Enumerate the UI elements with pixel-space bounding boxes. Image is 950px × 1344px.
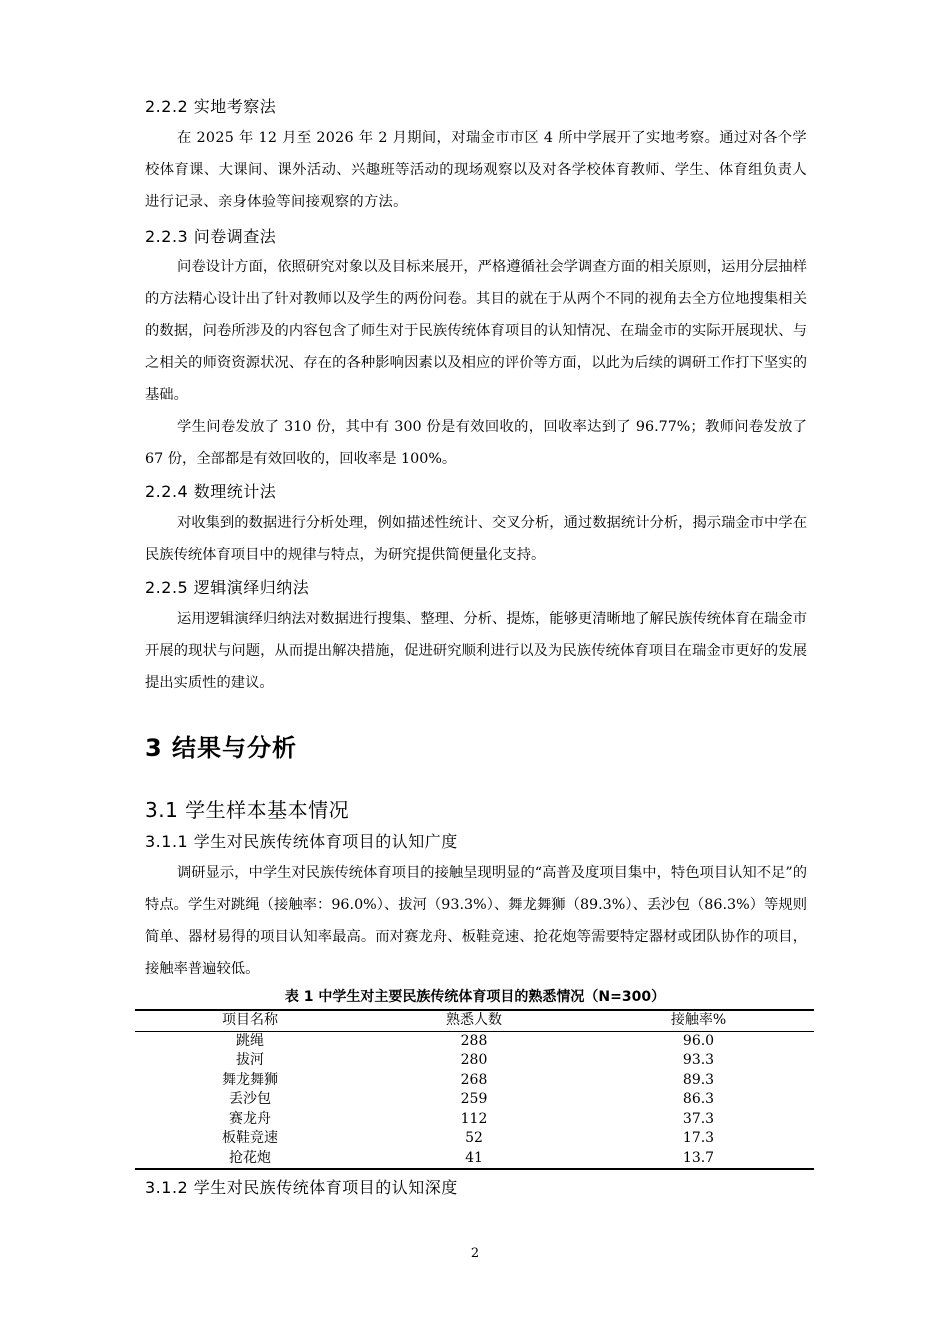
table-row	[135, 1090, 814, 1110]
column-header-rate: 接触率%	[670, 1012, 727, 1028]
cell-count: 41	[465, 1149, 483, 1166]
column-header-count: 熟悉人数	[446, 1012, 502, 1028]
table-row	[135, 1051, 814, 1071]
table-row	[135, 1129, 814, 1149]
cell-count: 268	[460, 1071, 488, 1088]
table-row	[135, 1071, 814, 1091]
cell-rate: 37.3	[682, 1110, 715, 1127]
paragraph-questionnaire-design: 问卷设计方面，依照研究对象以及目标来展开，严格遵循社会学调查方面的相关原则，运用分层抽样的方法精心设计出了针对教师以及学生的两份问卷。其目的就在于从两个不同的视角去全方位地搜集相关的数据，问卷所涉及的内容包含了师生对于民族传统体育项目的认知情况、在瑞金市的实际开展现状、与之相关的师资资源状况、存在的各种影响因素以及相应的评价等方面，以此为后续的调研工作打下坚实的基础。	[145, 259, 807, 403]
cell-count: 52	[465, 1130, 483, 1146]
paragraph-awareness-breadth: 调研显示，中学生对民族传统体育项目的接触呈现明显的“高普及度项目集中，特色项目认知不足”的特点。学生对跳绳（接触率：96.0%）、拔河（93.3%）、舞龙舞狮（89.3%）、丢沙包（86.3%）等规则简单、器材易得的项目认知率最高。而对赛龙舟、板鞋竞速、抢花炮等需要特定器材或团队协作的项目，接触率普遍较低。	[145, 865, 807, 977]
cell-project: 丢沙包	[229, 1091, 271, 1107]
column-header-project: 项目名称	[222, 1012, 278, 1028]
heading-2-2-5: 2.2.5 逻辑演绎归纳法	[145, 578, 310, 597]
cell-count: 280	[460, 1052, 488, 1068]
cell-project: 抢花炮	[229, 1149, 271, 1166]
cell-rate: 93.3	[682, 1052, 715, 1068]
cell-count: 112	[460, 1110, 488, 1127]
table-header-row	[135, 1010, 814, 1031]
paragraph-logic-method: 运用逻辑演绎归纳法对数据进行搜集、整理、分析、提炼，能够更清晰地了解民族传统体育在瑞金市开展的现状与问题，从而提出解决措施，促进研究顺利进行以及为民族传统体育项目在瑞金市更好的发展提出实质性的建议。	[145, 611, 807, 691]
paragraph-statistics-method: 对收集到的数据进行分析处理，例如描述性统计、交叉分析，通过数据统计分析，揭示瑞金市中学在民族传统体育项目中的规律与特点，为研究提供简便量化支持。	[145, 515, 807, 563]
heading-2-2-2: 2.2.2 实地考察法	[145, 97, 277, 116]
table-row	[135, 1149, 814, 1170]
cell-project: 舞龙舞狮	[222, 1071, 278, 1088]
cell-project: 赛龙舟	[229, 1110, 271, 1127]
page-number: 2	[470, 1246, 480, 1261]
table-row	[135, 1031, 814, 1051]
cell-rate: 17.3	[682, 1130, 715, 1146]
paragraph-field-survey: 在 2025 年 12 月至 2026 年 2 月期间，对瑞金市市区 4 所中学展开了实地考察。通过对各个学校体育课、大课间、课外活动、兴趣班等活动的现场观察以及对各学校体育教师、学生、体育组负责人进行记录、亲身体验等间接观察的方法。	[145, 130, 807, 210]
cell-project: 板鞋竞速	[222, 1130, 278, 1146]
cell-project: 跳绳	[236, 1032, 264, 1049]
heading-2-2-4: 2.2.4 数理统计法	[145, 482, 277, 501]
table-caption: 表 1 中学生对主要民族传统体育项目的熟悉情况（N=300）	[284, 989, 666, 1005]
cell-project: 拔河	[236, 1052, 264, 1068]
cell-rate: 13.7	[682, 1149, 715, 1166]
cell-rate: 96.0	[682, 1032, 715, 1049]
cell-count: 259	[460, 1091, 488, 1107]
heading-3-1-1: 3.1.1 学生对民族传统体育项目的认知广度	[145, 832, 458, 851]
cell-count: 288	[460, 1032, 488, 1049]
cell-rate: 86.3	[682, 1091, 715, 1107]
table-row	[135, 1110, 814, 1130]
heading-3-1-2: 3.1.2 学生对民族传统体育项目的认知深度	[145, 1178, 458, 1197]
cell-rate: 89.3	[682, 1071, 715, 1088]
heading-2-2-3: 2.2.3 问卷调查法	[145, 227, 277, 246]
paragraph-questionnaire-stats: 学生问卷发放了 310 份，其中有 300 份是有效回收的，回收率达到了 96.77%；教师问卷发放了 67 份，全部都是有效回收的，回收率是 100%。	[145, 419, 807, 467]
heading-3-1: 3.1 学生样本基本情况	[145, 798, 350, 822]
chapter-3-title: 3 结果与分析	[145, 734, 298, 762]
familiarity-table	[135, 1009, 814, 1170]
